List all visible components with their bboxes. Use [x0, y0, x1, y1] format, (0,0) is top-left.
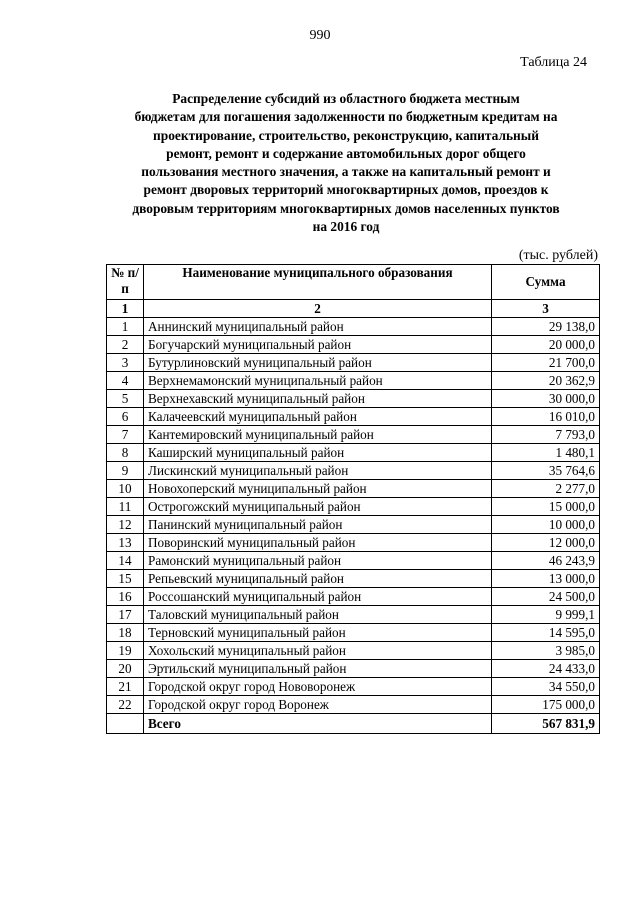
row-number: 8	[107, 444, 144, 462]
page-number: 990	[309, 28, 331, 43]
row-municipality: Богучарский муниципальный район	[144, 336, 492, 354]
row-number: 1	[107, 318, 144, 336]
header-sum: Сумма	[492, 265, 600, 300]
row-sum: 16 010,0	[492, 408, 600, 426]
table-row	[107, 372, 600, 390]
row-municipality: Терновский муниципальный район	[144, 624, 492, 642]
table-row	[107, 498, 600, 516]
row-municipality: Каширский муниципальный район	[144, 444, 492, 462]
row-municipality: Городской округ город Воронеж	[144, 696, 492, 714]
row-number: 11	[107, 498, 144, 516]
row-municipality: Аннинский муниципальный район	[144, 318, 492, 336]
table-row	[107, 588, 600, 606]
row-sum: 9 999,1	[492, 606, 600, 624]
row-municipality: Острогожский муниципальный район	[144, 498, 492, 516]
table-row	[107, 570, 600, 588]
total-empty-cell	[107, 714, 144, 734]
row-sum: 46 243,9	[492, 552, 600, 570]
row-number: 14	[107, 552, 144, 570]
row-sum: 2 277,0	[492, 480, 600, 498]
row-sum: 175 000,0	[492, 696, 600, 714]
title-line: пользования местного значения, а также на капитальный ремонт и	[141, 164, 551, 180]
title-line: Распределение субсидий из областного бюджета местным	[172, 91, 520, 106]
document-title	[98, 90, 594, 236]
title-line: ремонт дворовых территорий многоквартирных домов, проездов к	[143, 182, 549, 198]
row-sum: 13 000,0	[492, 570, 600, 588]
row-municipality: Калачеевский муниципальный район	[144, 408, 492, 426]
row-sum: 3 985,0	[492, 642, 600, 660]
subsidy-table	[106, 264, 600, 734]
row-sum: 24 433,0	[492, 660, 600, 678]
table-row	[107, 534, 600, 552]
row-sum: 20 362,9	[492, 372, 600, 390]
row-municipality: Эртильский муниципальный район	[144, 660, 492, 678]
title-line: ремонт, ремонт и содержание автомобильных дорог общего	[166, 145, 526, 161]
row-sum: 10 000,0	[492, 516, 600, 534]
row-sum: 34 550,0	[492, 678, 600, 696]
total-row	[107, 714, 600, 734]
row-number: 2	[107, 336, 144, 354]
table-row	[107, 408, 600, 426]
row-number: 7	[107, 426, 144, 444]
table-label: Таблица 24	[520, 55, 587, 70]
row-sum: 20 000,0	[492, 336, 600, 354]
table-row	[107, 606, 600, 624]
row-number: 17	[107, 606, 144, 624]
header-number: № п/п	[107, 265, 144, 300]
header-municipality: Наименование муниципального образования	[144, 265, 492, 300]
row-municipality: Лискинский муниципальный район	[144, 462, 492, 480]
total-sum: 567 831,9	[492, 714, 600, 734]
row-sum: 12 000,0	[492, 534, 600, 552]
row-municipality: Таловский муниципальный район	[144, 606, 492, 624]
row-sum: 21 700,0	[492, 354, 600, 372]
row-number: 6	[107, 408, 144, 426]
table-row	[107, 516, 600, 534]
row-municipality: Кантемировский муниципальный район	[144, 426, 492, 444]
table-row	[107, 426, 600, 444]
row-number: 15	[107, 570, 144, 588]
table-row	[107, 354, 600, 372]
row-sum: 29 138,0	[492, 318, 600, 336]
row-sum: 14 595,0	[492, 624, 600, 642]
table-row	[107, 336, 600, 354]
title-line: на 2016 год	[312, 219, 380, 235]
column-number-1: 1	[107, 300, 144, 318]
row-municipality: Россошанский муниципальный район	[144, 588, 492, 606]
row-number: 16	[107, 588, 144, 606]
row-sum: 1 480,1	[492, 444, 600, 462]
title-line: дворовым территориям многоквартирных домов населенных пунктов	[132, 200, 560, 216]
row-sum: 15 000,0	[492, 498, 600, 516]
row-number: 12	[107, 516, 144, 534]
row-number: 4	[107, 372, 144, 390]
table-row	[107, 318, 600, 336]
row-sum: 24 500,0	[492, 588, 600, 606]
row-municipality: Панинский муниципальный район	[144, 516, 492, 534]
table-row	[107, 390, 600, 408]
row-municipality: Поворинский муниципальный район	[144, 534, 492, 552]
row-number: 22	[107, 696, 144, 714]
row-municipality: Бутурлиновский муниципальный район	[144, 354, 492, 372]
units-label: (тыс. рублей)	[518, 248, 598, 263]
row-municipality: Новохоперский муниципальный район	[144, 480, 492, 498]
table-row	[107, 480, 600, 498]
table-row	[107, 678, 600, 696]
table-row	[107, 444, 600, 462]
row-number: 13	[107, 534, 144, 552]
row-municipality: Репьевский муниципальный район	[144, 570, 492, 588]
column-number-3: 3	[492, 300, 600, 318]
row-sum: 35 764,6	[492, 462, 600, 480]
title-line: проектирование, строительство, реконструкцию, капитальный	[153, 127, 539, 143]
row-number: 21	[107, 678, 144, 696]
row-number: 19	[107, 642, 144, 660]
row-number: 5	[107, 390, 144, 408]
table-row	[107, 624, 600, 642]
table-row	[107, 552, 600, 570]
table-row	[107, 642, 600, 660]
row-sum: 30 000,0	[492, 390, 600, 408]
row-number: 3	[107, 354, 144, 372]
row-municipality: Рамонский муниципальный район	[144, 552, 492, 570]
column-number-2: 2	[144, 300, 492, 318]
row-municipality: Верхнехавский муниципальный район	[144, 390, 492, 408]
row-sum: 7 793,0	[492, 426, 600, 444]
table-row	[107, 696, 600, 714]
table-row	[107, 462, 600, 480]
row-number: 10	[107, 480, 144, 498]
row-municipality: Верхнемамонский муниципальный район	[144, 372, 492, 390]
row-number: 20	[107, 660, 144, 678]
table-row	[107, 660, 600, 678]
row-number: 9	[107, 462, 144, 480]
row-municipality: Хохольский муниципальный район	[144, 642, 492, 660]
row-municipality: Городской округ город Нововоронеж	[144, 678, 492, 696]
total-label: Всего	[144, 714, 492, 734]
title-line: бюджетам для погашения задолженности по бюджетным кредитам на	[134, 109, 558, 125]
row-number: 18	[107, 624, 144, 642]
